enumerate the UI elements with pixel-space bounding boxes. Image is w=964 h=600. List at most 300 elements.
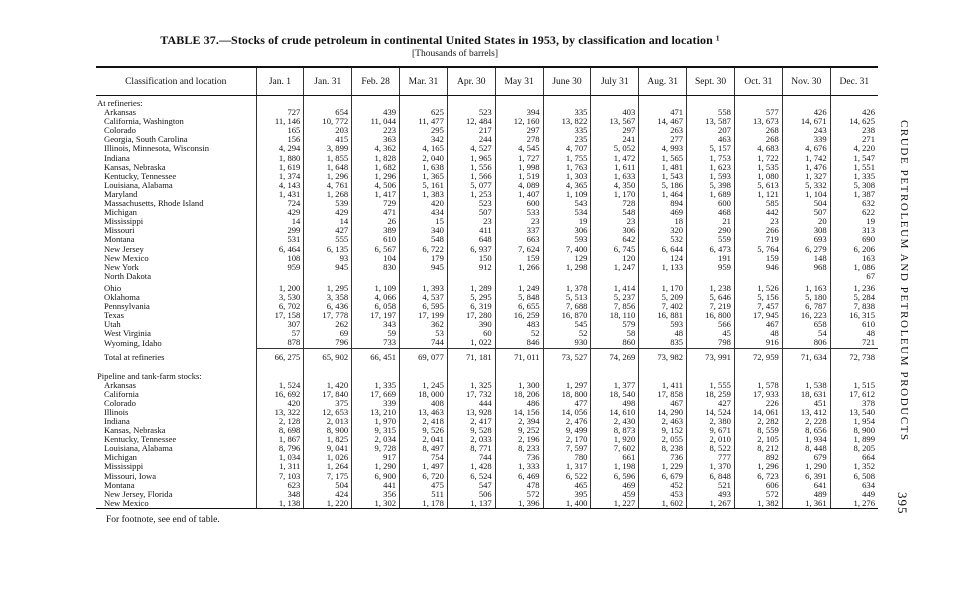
table-cell: 1, 755 xyxy=(543,154,591,163)
table-cell: 1, 266 xyxy=(495,263,543,272)
table-cell: 20 xyxy=(782,217,830,226)
table-cell: 736 xyxy=(639,453,687,462)
table-cell: 1, 296 xyxy=(352,172,400,181)
table-row xyxy=(96,472,878,481)
table-cell: 9, 526 xyxy=(400,426,448,435)
table-cell: 18, 540 xyxy=(591,390,639,399)
table-cell: 2, 476 xyxy=(543,417,591,426)
table-row xyxy=(96,117,878,126)
table-cell: 483 xyxy=(495,320,543,329)
table-cell: 1, 109 xyxy=(543,190,591,199)
table-cell: 559 xyxy=(687,235,735,244)
table-cell: 1, 547 xyxy=(830,154,878,163)
table-cell: 1, 689 xyxy=(687,190,735,199)
table-cell: 59 xyxy=(352,329,400,338)
table-cell: 534 xyxy=(543,208,591,217)
page-number: 395 xyxy=(895,492,910,515)
table-cell xyxy=(304,272,352,281)
table-cell: 6, 655 xyxy=(495,302,543,311)
table-cell: 19 xyxy=(830,217,878,226)
table-cell: 411 xyxy=(447,226,495,235)
table-cell: 426 xyxy=(782,108,830,117)
table-cell: 6, 596 xyxy=(591,472,639,481)
table-cell: 532 xyxy=(639,235,687,244)
table-cell: 1, 276 xyxy=(830,499,878,509)
table-cell: 835 xyxy=(639,338,687,348)
table-cell: 339 xyxy=(782,135,830,144)
table-cell: 1, 920 xyxy=(591,435,639,444)
table-cell: 18, 000 xyxy=(400,390,448,399)
table-cell: 11, 146 xyxy=(256,117,304,126)
table-cell: 14, 056 xyxy=(543,408,591,417)
table-cell: 6, 720 xyxy=(400,472,448,481)
table-cell: 1, 026 xyxy=(304,453,352,462)
table-cell: 268 xyxy=(734,126,782,135)
table-cell: 1, 352 xyxy=(830,462,878,471)
table-cell: 320 xyxy=(639,226,687,235)
table-cell: 2, 282 xyxy=(734,417,782,426)
table-cell: 348 xyxy=(256,490,304,499)
table-cell: 13, 463 xyxy=(400,408,448,417)
table-cell: 295 xyxy=(400,126,448,135)
table-cell: 1, 593 xyxy=(687,172,735,181)
table-row xyxy=(96,462,878,471)
table-cell: 1, 290 xyxy=(782,462,830,471)
table-cell: 17, 840 xyxy=(304,390,352,399)
table-row xyxy=(96,263,878,272)
table-cell: 18, 631 xyxy=(782,390,830,399)
row-label: California xyxy=(104,389,139,399)
table-cell: 26 xyxy=(352,217,400,226)
table-cell: 1, 934 xyxy=(782,435,830,444)
table-cell: 14, 610 xyxy=(591,408,639,417)
table-cell: 593 xyxy=(639,320,687,329)
table-cell: 744 xyxy=(447,453,495,462)
row-label: Kansas, Nebraska xyxy=(104,162,166,172)
table-cell: 362 xyxy=(400,320,448,329)
table-cell: 1, 138 xyxy=(256,499,304,509)
table-cell: 1, 238 xyxy=(687,281,735,293)
table-cell: 1, 472 xyxy=(591,154,639,163)
table-cell: 356 xyxy=(352,490,400,499)
table-cell: 6, 848 xyxy=(687,472,735,481)
table-cell: 16, 223 xyxy=(782,311,830,320)
table-cell xyxy=(591,272,639,281)
table-cell: 7, 838 xyxy=(830,302,878,311)
table-cell: 67 xyxy=(830,272,878,281)
table-cell: 777 xyxy=(687,453,735,462)
table-cell: 342 xyxy=(400,135,448,144)
table-cell: 727 xyxy=(256,108,304,117)
table-cell: 6, 391 xyxy=(782,472,830,481)
table-cell: 521 xyxy=(687,481,735,490)
total-row xyxy=(96,348,878,367)
table-row xyxy=(96,320,878,329)
table-cell: 73, 527 xyxy=(543,348,591,367)
table-cell: 6, 279 xyxy=(782,245,830,254)
table-cell: 654 xyxy=(304,108,352,117)
table-cell: 1, 566 xyxy=(447,172,495,181)
table-cell: 1, 393 xyxy=(400,281,448,293)
table-cell: 1, 524 xyxy=(256,381,304,390)
table-cell: 2, 418 xyxy=(400,417,448,426)
table-cell xyxy=(400,367,448,381)
table-cell: 780 xyxy=(543,453,591,462)
table-cell: 1, 245 xyxy=(400,381,448,390)
table-cell: 632 xyxy=(830,199,878,208)
table-cell: 444 xyxy=(447,399,495,408)
table-cell: 1, 268 xyxy=(304,190,352,199)
table-row xyxy=(96,481,878,490)
table-row xyxy=(96,399,878,408)
section-heading xyxy=(96,96,878,109)
table-cell: 241 xyxy=(591,135,639,144)
table-cell: 610 xyxy=(830,320,878,329)
table-cell: 2, 380 xyxy=(687,417,735,426)
table-cell: 429 xyxy=(256,208,304,217)
table-cell: 465 xyxy=(543,481,591,490)
table-cell: 60 xyxy=(447,329,495,338)
table-cell: 16, 881 xyxy=(639,311,687,320)
table-cell: 57 xyxy=(256,329,304,338)
row-label: Indiana xyxy=(104,153,130,163)
table-cell: 48 xyxy=(639,329,687,338)
table-cell: 12, 160 xyxy=(495,117,543,126)
table-cell: 1, 682 xyxy=(352,163,400,172)
table-cell: 8, 656 xyxy=(782,426,830,435)
table-cell: 1, 267 xyxy=(687,499,735,509)
table-cell: 6, 524 xyxy=(447,472,495,481)
row-label: Utah xyxy=(104,320,121,330)
table-cell xyxy=(447,367,495,381)
table-cell xyxy=(830,96,878,109)
row-label: Total at refineries xyxy=(104,351,165,362)
table-cell: 58 xyxy=(591,329,639,338)
table-cell: 623 xyxy=(256,481,304,490)
table-cell: 16, 315 xyxy=(830,311,878,320)
table-cell: 7, 597 xyxy=(543,444,591,453)
table-cell xyxy=(352,272,400,281)
table-cell: 1, 481 xyxy=(639,163,687,172)
table-cell xyxy=(256,367,304,381)
table-cell: 52 xyxy=(495,329,543,338)
column-header-date: Aug. 31 xyxy=(639,67,687,96)
row-label: Arkansas xyxy=(104,108,136,118)
table-cell: 1, 396 xyxy=(495,499,543,509)
table-cell: 378 xyxy=(830,399,878,408)
table-cell: 558 xyxy=(687,108,735,117)
table-cell: 163 xyxy=(830,254,878,263)
table-title: TABLE 37.—Stocks of crude petroleum in continental United States in 1953, by classification and location ¹ xyxy=(160,33,720,47)
table-cell: 478 xyxy=(495,481,543,490)
table-cell: 4, 066 xyxy=(352,293,400,302)
table-cell: 498 xyxy=(591,399,639,408)
table-cell: 217 xyxy=(447,126,495,135)
table-cell: 5, 161 xyxy=(400,181,448,190)
table-cell: 1, 519 xyxy=(495,172,543,181)
table-cell: 1, 382 xyxy=(734,499,782,509)
table-cell: 471 xyxy=(352,208,400,217)
table-cell: 2, 228 xyxy=(782,417,830,426)
table-cell: 14, 156 xyxy=(495,408,543,417)
table-cell: 459 xyxy=(591,490,639,499)
table-cell: 719 xyxy=(734,235,782,244)
table-cell: 6, 464 xyxy=(256,245,304,254)
table-cell: 148 xyxy=(782,254,830,263)
table-cell: 18, 206 xyxy=(495,390,543,399)
table-cell: 1, 034 xyxy=(256,453,304,462)
table-cell: 2, 033 xyxy=(447,435,495,444)
table-cell xyxy=(782,272,830,281)
table-cell: 5, 186 xyxy=(639,181,687,190)
column-header-classification: Classification and location xyxy=(96,67,256,96)
table-cell: 6, 319 xyxy=(447,302,495,311)
table-cell: 1, 428 xyxy=(447,462,495,471)
table-cell: 6, 473 xyxy=(687,245,735,254)
row-label: Ohio xyxy=(104,282,122,293)
table-cell: 1, 602 xyxy=(639,499,687,509)
table-row xyxy=(96,181,878,190)
table-row xyxy=(96,208,878,217)
table-cell: 10, 772 xyxy=(304,117,352,126)
table-cell: 3, 358 xyxy=(304,293,352,302)
table-cell: 165 xyxy=(256,126,304,135)
table-cell: 1, 551 xyxy=(830,163,878,172)
table-row xyxy=(96,272,878,281)
table-row xyxy=(96,444,878,453)
table-cell: 6, 135 xyxy=(304,245,352,254)
column-header-date: Nov. 30 xyxy=(782,67,830,96)
table-cell: 5, 156 xyxy=(734,293,782,302)
table-cell: 946 xyxy=(734,263,782,272)
table-cell: 71, 011 xyxy=(495,348,543,367)
table-cell: 389 xyxy=(352,226,400,235)
table-cell: 17, 669 xyxy=(352,390,400,399)
table-cell: 14 xyxy=(256,217,304,226)
table-cell: 467 xyxy=(734,320,782,329)
row-label: Missouri xyxy=(104,226,135,236)
table-cell: 600 xyxy=(687,199,735,208)
table-cell: 307 xyxy=(256,320,304,329)
table-cell: 14, 467 xyxy=(639,117,687,126)
table-cell: 1, 290 xyxy=(352,462,400,471)
column-header-date: July 31 xyxy=(591,67,639,96)
table-cell: 548 xyxy=(591,208,639,217)
table-cell: 8, 771 xyxy=(447,444,495,453)
table-cell: 648 xyxy=(447,235,495,244)
table-cell xyxy=(447,96,495,109)
table-cell: 69 xyxy=(304,329,352,338)
table-cell: 506 xyxy=(447,490,495,499)
table-cell: 207 xyxy=(687,126,735,135)
table-row xyxy=(96,254,878,263)
table-cell: 1, 515 xyxy=(830,381,878,390)
table-cell xyxy=(543,96,591,109)
table-cell: 1, 970 xyxy=(352,417,400,426)
table-cell: 2, 430 xyxy=(591,417,639,426)
table-cell: 1, 578 xyxy=(734,381,782,390)
column-header-date: Feb. 28 xyxy=(352,67,400,96)
header-row xyxy=(96,67,878,96)
table-cell: 451 xyxy=(782,399,830,408)
table-cell: 156 xyxy=(256,135,304,144)
table-cell: 4, 993 xyxy=(639,144,687,153)
table-cell: 468 xyxy=(687,208,735,217)
table-cell: 434 xyxy=(400,208,448,217)
table-cell: 798 xyxy=(687,338,735,348)
table-cell: 728 xyxy=(591,199,639,208)
table-cell: 1, 303 xyxy=(543,172,591,181)
table-cell: 1, 086 xyxy=(830,263,878,272)
table-cell: 5, 052 xyxy=(591,144,639,153)
table-cell: 1, 227 xyxy=(591,499,639,509)
table-cell: 6, 508 xyxy=(830,472,878,481)
table-cell: 243 xyxy=(782,126,830,135)
table-cell: 1, 170 xyxy=(639,281,687,293)
table-row xyxy=(96,217,878,226)
table-cell: 469 xyxy=(639,208,687,217)
table-cell: 1, 170 xyxy=(591,190,639,199)
table-cell: 471 xyxy=(639,108,687,117)
table-cell: 5, 646 xyxy=(687,293,735,302)
table-cell: 54 xyxy=(782,329,830,338)
table-cell: 661 xyxy=(591,453,639,462)
table-cell: 150 xyxy=(447,254,495,263)
table-cell: 8, 212 xyxy=(734,444,782,453)
table-cell: 2, 417 xyxy=(447,417,495,426)
table-cell: 754 xyxy=(400,453,448,462)
table-cell: 17, 199 xyxy=(400,311,448,320)
table-cell: 238 xyxy=(830,126,878,135)
table-cell: 1, 998 xyxy=(495,163,543,172)
table-cell xyxy=(734,96,782,109)
row-label: Louisiana, Alabama xyxy=(104,180,173,190)
table-cell: 7, 856 xyxy=(591,302,639,311)
row-label: New Jersey xyxy=(104,244,144,254)
table-row xyxy=(96,302,878,311)
table-cell: 53 xyxy=(400,329,448,338)
table-cell: 6, 702 xyxy=(256,302,304,311)
table-cell: 1, 556 xyxy=(447,163,495,172)
table-cell: 968 xyxy=(782,263,830,272)
table-cell: 441 xyxy=(352,481,400,490)
table-cell: 72, 959 xyxy=(734,348,782,367)
table-cell: 8, 900 xyxy=(304,426,352,435)
table-cell: 93 xyxy=(304,254,352,263)
table-cell: 14, 290 xyxy=(639,408,687,417)
table-cell: 4, 350 xyxy=(591,181,639,190)
table-cell xyxy=(591,96,639,109)
table-cell: 1, 648 xyxy=(304,163,352,172)
table-cell: 306 xyxy=(543,226,591,235)
table-cell: 1, 302 xyxy=(352,499,400,509)
table-cell: 268 xyxy=(734,135,782,144)
table-cell: 3, 899 xyxy=(304,144,352,153)
table-cell: 1, 229 xyxy=(639,462,687,471)
table-cell: 1, 400 xyxy=(543,499,591,509)
table-cell: 733 xyxy=(352,338,400,348)
table-cell: 14 xyxy=(304,217,352,226)
table-cell xyxy=(687,272,735,281)
table-cell: 917 xyxy=(352,453,400,462)
table-cell: 1, 411 xyxy=(639,381,687,390)
table-cell: 1, 296 xyxy=(304,172,352,181)
table-cell: 5, 308 xyxy=(830,181,878,190)
table-cell: 4, 506 xyxy=(352,181,400,190)
table-cell: 539 xyxy=(304,199,352,208)
table-cell: 912 xyxy=(447,263,495,272)
table-cell: 729 xyxy=(352,199,400,208)
table-cell: 263 xyxy=(639,126,687,135)
table-cell: 1, 133 xyxy=(639,263,687,272)
table-cell: 6, 436 xyxy=(304,302,352,311)
table-cell: 335 xyxy=(543,108,591,117)
table-cell: 4, 527 xyxy=(447,144,495,153)
section-heading xyxy=(96,367,878,381)
table-cell: 641 xyxy=(782,481,830,490)
table-cell xyxy=(687,96,735,109)
row-label: Oklahoma xyxy=(104,292,140,302)
table-row xyxy=(96,293,878,302)
table-cell: 18, 110 xyxy=(591,311,639,320)
table-cell: 23 xyxy=(734,217,782,226)
table-cell: 7, 400 xyxy=(543,245,591,254)
table-cell: 2, 394 xyxy=(495,417,543,426)
table-cell: 1, 325 xyxy=(447,381,495,390)
table-cell: 14, 671 xyxy=(782,117,830,126)
table-cell: 2, 128 xyxy=(256,417,304,426)
table-cell: 894 xyxy=(639,199,687,208)
table-row xyxy=(96,499,878,509)
table-cell xyxy=(495,96,543,109)
table-cell: 65, 902 xyxy=(304,348,352,367)
table-cell: 1, 543 xyxy=(639,172,687,181)
table-cell: 17, 858 xyxy=(639,390,687,399)
table-cell: 17, 612 xyxy=(830,390,878,399)
table-cell: 545 xyxy=(543,320,591,329)
table-cell: 6, 723 xyxy=(734,472,782,481)
table-cell: 11, 477 xyxy=(400,117,448,126)
table-cell: 8, 448 xyxy=(782,444,830,453)
table-cell: 744 xyxy=(400,338,448,348)
table-cell: 1, 565 xyxy=(639,154,687,163)
table-cell: 14, 625 xyxy=(830,117,878,126)
table-cell: 104 xyxy=(352,254,400,263)
table-cell: 1, 377 xyxy=(591,381,639,390)
table-cell: 16, 870 xyxy=(543,311,591,320)
column-header-date: Apr. 30 xyxy=(447,67,495,96)
table-cell: 6, 644 xyxy=(639,245,687,254)
table-cell: 23 xyxy=(591,217,639,226)
table-cell: 1, 825 xyxy=(304,435,352,444)
table-cell: 6, 595 xyxy=(400,302,448,311)
table-cell: 429 xyxy=(304,208,352,217)
table-cell: 5, 332 xyxy=(782,181,830,190)
table-cell: 6, 567 xyxy=(352,245,400,254)
table-cell: 18, 800 xyxy=(543,390,591,399)
table-cell xyxy=(639,272,687,281)
table-cell: 1, 327 xyxy=(782,172,830,181)
row-label: Mississippi xyxy=(104,462,144,472)
table-cell: 9, 315 xyxy=(352,426,400,435)
table-cell: 1, 899 xyxy=(830,435,878,444)
table-cell: 577 xyxy=(734,108,782,117)
table-cell xyxy=(734,272,782,281)
table-cell: 71, 181 xyxy=(447,348,495,367)
table-cell: 1, 555 xyxy=(687,381,735,390)
table-cell: 463 xyxy=(687,135,735,144)
table-cell xyxy=(304,96,352,109)
